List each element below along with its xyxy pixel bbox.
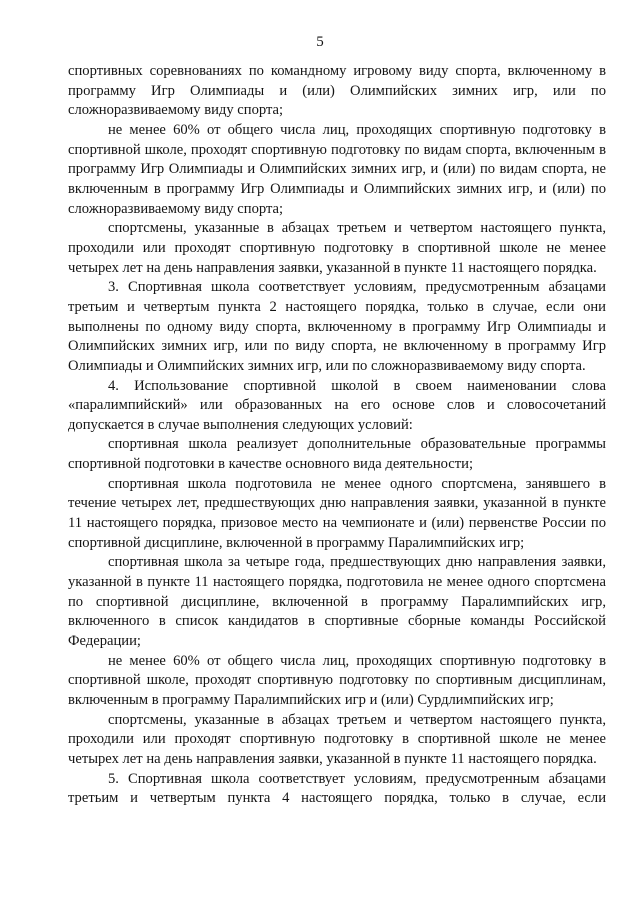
paragraph: спортсмены, указанные в абзацах третьем и четвертом настоящего пункта, проходили или проходят спортивную подготовку в спортивной школе не менее четырех лет на день направления заявки, указанной в пункте 11 настоящего порядка. — [68, 220, 606, 276]
page-number: 5 — [316, 34, 324, 50]
paragraph-item-3: 3. Спортивная школа соответствует условиям, предусмотренным абзацами третьим и четвертым пункта 2 настоящего порядка, только в случае, если они выполнены по одному виду спорта, включенному в программу Игр Олимпиады и Олимпийских зимних игр, или по виду спорта, не включенному в программу Игр Олимпиады и Олимпийских зимних игр, или по сложноразвиваемому виду спорта. — [68, 279, 606, 374]
paragraph: не менее 60% от общего числа лиц, проходящих спортивную подготовку в спортивной школе, проходят спортивную подготовку по видам спорта, включенным в программу Игр Олимпиады и Олимпийских зимних игр, и (или) по видам спорта, не включенным в программу Игр Олимпиады и Олимпийских зимних игр, и (или) по сложноразвиваемому виду спорта; — [68, 121, 606, 217]
paragraph: не менее 60% от общего числа лиц, проходящих спортивную подготовку в спортивной школе, проходят спортивную подготовку по спортивным дисциплинам, включенным в программу Паралимпийских игр и (или) Сурдлимпийских игр; — [68, 652, 606, 708]
paragraph-item-5: 5. Спортивная школа соответствует условиям, предусмотренным абзацами третьим и четвертым пункта 4 настоящего порядка, только в случае, если — [68, 770, 606, 807]
paragraph-item-4: 4. Использование спортивной школой в своем наименовании слова «паралимпийский» или образованных на его основе слов и словосочетаний допускается в случае выполнения следующих условий: — [68, 377, 606, 433]
paragraph: спортивная школа подготовила не менее одного спортсмена, занявшего в течение четырех лет, предшествующих дню направления заявки, указанной в пункте 11 настоящего порядка, призовое место на чемпионате и (или) первенстве России по спортивной дисциплине, включенной в программу Паралимпийских игр; — [68, 475, 606, 551]
paragraph: спортивная школа за четыре года, предшествующих дню направления заявки, указанной в пункте 11 настоящего порядка, подготовила не менее одного спортсмена по спортивной дисциплине, включенной в программу Паралимпийских игр, включенного в список кандидатов в спортивные сборные команды Российской Федерации; — [68, 554, 606, 650]
paragraph: спортивная школа реализует дополнительные образовательные программы спортивной подготовки в качестве основного вида деятельности; — [68, 436, 606, 473]
paragraph: спортсмены, указанные в абзацах третьем и четвертом настоящего пункта, проходили или проходят спортивную подготовку в спортивной школе не менее четырех лет на день направления заявки, указанной в пункте 11 настоящего порядка. — [68, 711, 606, 767]
document-body — [68, 62, 606, 809]
paragraph-continued: спортивных соревнованиях по командному игровому виду спорта, включенному в программу Игр Олимпиады и (или) Олимпийских зимних игр, или по сложноразвиваемому виду спорта; — [68, 63, 606, 119]
